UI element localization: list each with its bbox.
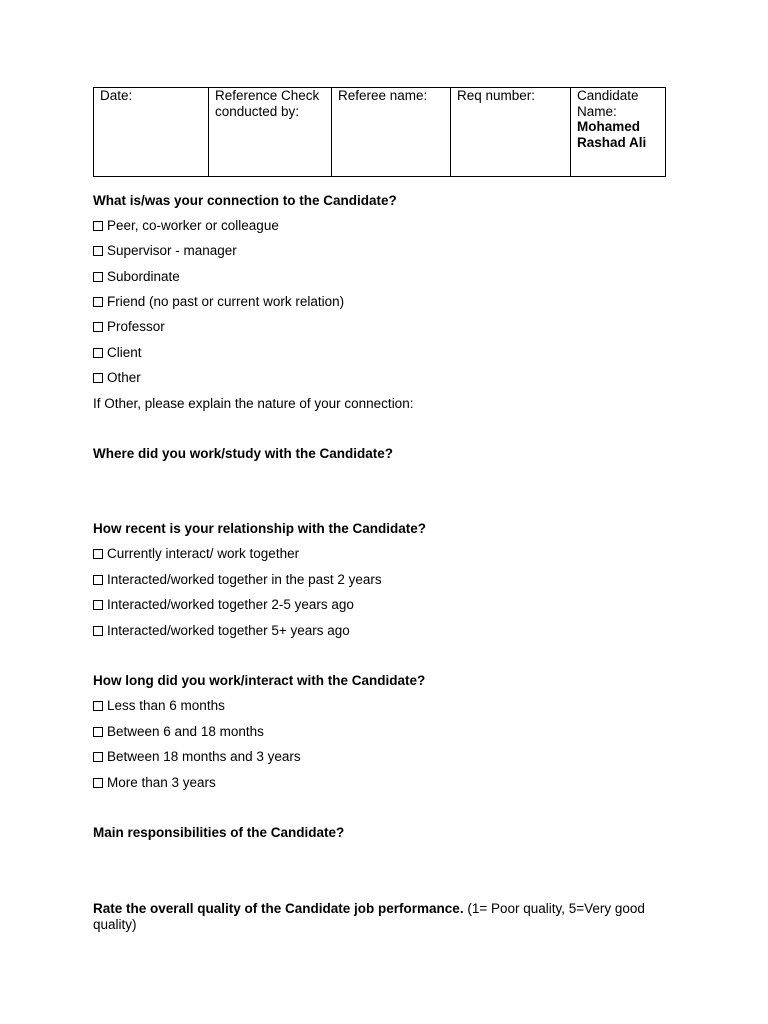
date-label: Date: <box>100 88 133 103</box>
checkbox-icon[interactable] <box>93 297 103 307</box>
how-long-question: How long did you work/interact with the Candidate? <box>93 673 426 688</box>
where-question: Where did you work/study with the Candidate? <box>93 446 394 461</box>
option-label: Other <box>107 370 141 385</box>
referee-name-label: Referee name: <box>338 88 428 103</box>
header-table <box>93 87 666 177</box>
req-number-label: Req number: <box>457 88 536 103</box>
option-client[interactable] <box>93 345 142 361</box>
option-18-months-3-years[interactable] <box>93 749 301 765</box>
option-label: Subordinate <box>107 269 180 284</box>
candidate-name-cell <box>571 88 666 177</box>
checkbox-icon[interactable] <box>93 701 103 711</box>
date-cell[interactable] <box>94 88 209 177</box>
checkbox-icon[interactable] <box>93 272 103 282</box>
option-label: Interacted/worked together 5+ years ago <box>107 623 350 638</box>
option-label: Interacted/worked together 2-5 years ago <box>107 597 354 612</box>
option-label: Interacted/worked together in the past 2 years <box>107 572 382 587</box>
req-number-cell[interactable] <box>451 88 571 177</box>
checkbox-icon[interactable] <box>93 752 103 762</box>
candidate-name-value: Mohamed Rashad Ali <box>577 119 647 150</box>
responsibilities-question: Main responsibilities of the Candidate? <box>93 825 345 840</box>
option-subordinate[interactable] <box>93 269 180 285</box>
option-friend[interactable] <box>93 294 344 310</box>
referee-name-cell[interactable] <box>332 88 451 177</box>
option-label: Between 18 months and 3 years <box>107 749 301 764</box>
option-6-18-months[interactable] <box>93 724 264 740</box>
ref-check-label: Reference Check conducted by: <box>215 88 320 119</box>
option-supervisor[interactable] <box>93 243 237 259</box>
checkbox-icon[interactable] <box>93 373 103 383</box>
recent-question: How recent is your relationship with the Candidate? <box>93 521 427 536</box>
option-label: Peer, co-worker or colleague <box>107 218 279 233</box>
checkbox-icon[interactable] <box>93 549 103 559</box>
option-other[interactable] <box>93 370 141 386</box>
checkbox-icon[interactable] <box>93 348 103 358</box>
option-label: Between 6 and 18 months <box>107 724 264 739</box>
checkbox-icon[interactable] <box>93 221 103 231</box>
option-more-3-years[interactable] <box>93 775 216 791</box>
option-label: Supervisor - manager <box>107 243 237 258</box>
checkbox-icon[interactable] <box>93 727 103 737</box>
rate-question: Rate the overall quality of the Candidate job performance. <box>93 901 464 916</box>
option-label: More than 3 years <box>107 775 216 790</box>
option-2-5-years[interactable] <box>93 597 354 613</box>
connection-question: What is/was your connection to the Candidate? <box>93 193 397 208</box>
option-label: Professor <box>107 319 165 334</box>
option-currently[interactable] <box>93 546 299 562</box>
ref-check-cell[interactable] <box>209 88 332 177</box>
checkbox-icon[interactable] <box>93 246 103 256</box>
reference-check-form <box>93 87 683 932</box>
option-label: Friend (no past or current work relation) <box>107 294 345 309</box>
other-explain-prompt: If Other, please explain the nature of your connection: <box>93 396 414 411</box>
rate-scale-note: (1= Poor quality, 5=Very good quality) <box>93 901 645 932</box>
checkbox-icon[interactable] <box>93 626 103 636</box>
option-label: Currently interact/ work together <box>107 546 300 561</box>
checkbox-icon[interactable] <box>93 575 103 585</box>
option-5-plus-years[interactable] <box>93 623 350 639</box>
candidate-name-label: Candidate Name: <box>577 88 639 119</box>
option-label: Less than 6 months <box>107 698 225 713</box>
checkbox-icon[interactable] <box>93 778 103 788</box>
option-less-6-months[interactable] <box>93 698 225 714</box>
option-label: Client <box>107 345 142 360</box>
rate-question-block <box>93 901 683 932</box>
checkbox-icon[interactable] <box>93 600 103 610</box>
option-peer[interactable] <box>93 218 279 234</box>
checkbox-icon[interactable] <box>93 322 103 332</box>
option-past-2-years[interactable] <box>93 572 382 588</box>
option-professor[interactable] <box>93 319 165 335</box>
